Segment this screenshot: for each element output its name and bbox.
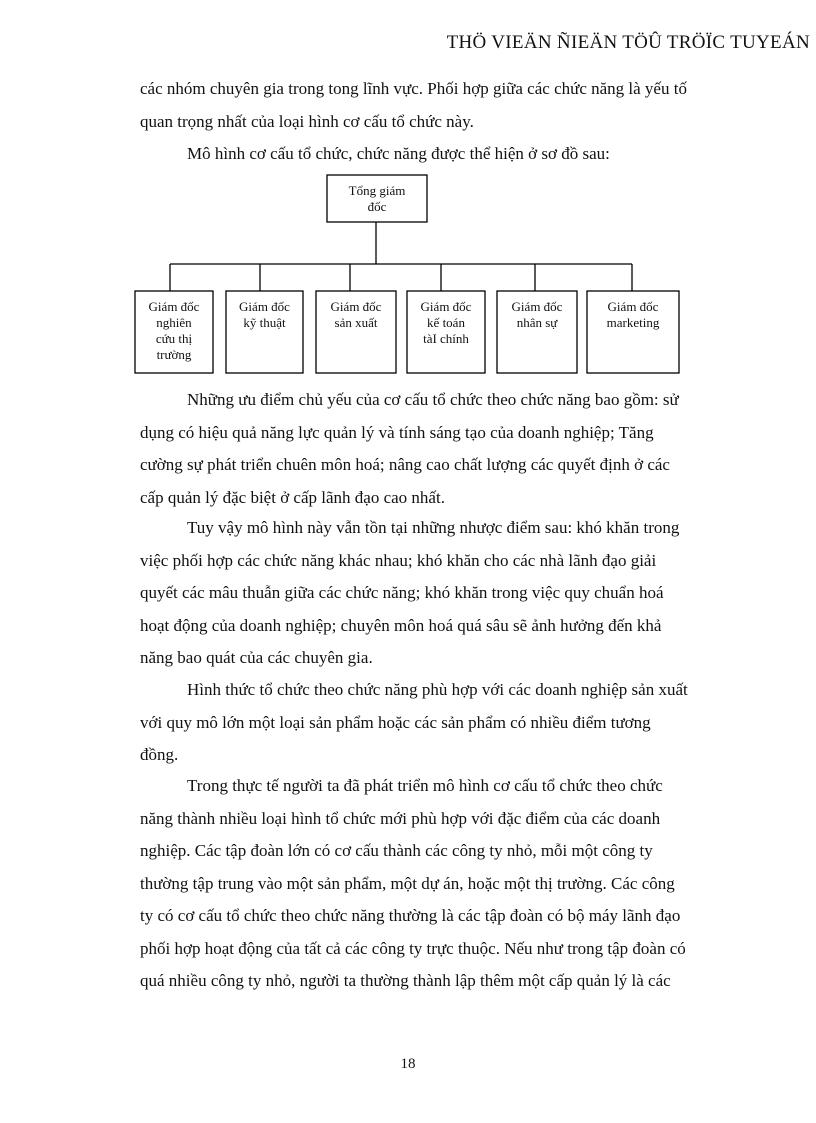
text-line: marketing xyxy=(606,315,660,330)
text-line: trường xyxy=(156,347,192,362)
org-label-marketing xyxy=(587,299,679,331)
text-line: cấp quản lý đặc biệt ở cấp lãnh đạo cao nhất. xyxy=(140,487,445,507)
text-line: ty có cơ cấu tổ chức theo chức năng thường là các tập đoàn có bộ máy lãnh đạo xyxy=(140,906,681,925)
paragraph-suitability xyxy=(140,674,759,772)
text-line: phối hợp hoạt động của tất cả các công ty trực thuộc. Nếu như trong tập đoàn có xyxy=(140,938,686,958)
text-line: nghiên xyxy=(156,315,192,330)
page-header: THÖ VIEÄN ÑIEÄN TÖÛ TRÖÏC TUYEÁN xyxy=(446,32,810,53)
text-line: thường tập trung vào một sản phẩm, một dự án, hoặc một thị trường. Các công xyxy=(140,873,675,893)
text-line: Giám đốc xyxy=(607,299,659,314)
paragraph-advantages xyxy=(140,384,759,514)
text-line: quá nhiều công ty nhỏ, người ta thường thành lập thêm một cấp quản lý là các xyxy=(140,971,671,990)
text-line: với quy mô lớn một loại sản phẩm hoặc các sản phẩm có nhiều điểm tương xyxy=(140,712,651,732)
text-line: năng thành nhiều loại hình tổ chức mới phù hợp với đặc điểm của các doanh xyxy=(140,808,661,828)
text-line: Giám đốc xyxy=(420,299,472,314)
org-label-production xyxy=(316,299,396,331)
text-line: Tuy vậy mô hình này vẫn tồn tại những nhược điểm sau: khó khăn trong xyxy=(187,518,680,537)
text-line: kế toán xyxy=(427,315,465,330)
text-line: quyết các mâu thuẫn giữa các chức năng; khó khăn trong việc quy chuẩn hoá xyxy=(140,583,664,602)
text-line: Trong thực tế người ta đã phát triển mô hình cơ cấu tổ chức theo chức xyxy=(187,776,663,795)
text-line: kỹ thuật xyxy=(243,315,286,330)
text-line: đồng. xyxy=(140,745,179,764)
text-line: nhân sự xyxy=(516,315,558,330)
text-line: Hình thức tổ chức theo chức năng phù hợp với các doanh nghiệp sản xuất xyxy=(187,680,688,699)
text-line: Những ưu điểm chủ yếu của cơ cấu tổ chức theo chức năng bao gồm: sử xyxy=(187,390,679,409)
org-label-root xyxy=(327,183,427,215)
page-number: 18 xyxy=(400,1056,416,1072)
text-line: cường sự phát triển chuên môn hoá; nâng cao chất lượng các quyết định ở các xyxy=(140,455,670,474)
text-line: nghiệp. Các tập đoàn lớn có cơ cấu thành các công ty nhỏ, mỗi một công ty xyxy=(140,841,653,860)
text-line: tàI chính xyxy=(423,331,469,346)
org-label-technical xyxy=(226,299,303,331)
text-line: dụng có hiệu quả năng lực quản lý và tính sáng tạo của doanh nghiệp; Tăng xyxy=(140,422,654,442)
org-label-research xyxy=(135,299,213,363)
text-line: Giám đốc xyxy=(330,299,382,314)
text-line: sản xuất xyxy=(334,315,378,330)
paragraph-disadvantages xyxy=(140,512,759,675)
text-line: các nhóm chuyên gia trong tong lĩnh vực. Phối hợp giữa các chức năng là yếu tố xyxy=(140,79,687,98)
org-label-finance xyxy=(407,299,485,347)
text-line: cứu thị xyxy=(155,331,193,346)
text-line: Mô hình cơ cấu tổ chức, chức năng được thể hiện ở sơ đồ sau: xyxy=(187,144,610,163)
text-line: Giám đốc xyxy=(511,299,563,314)
text-line: Giám đốc xyxy=(148,299,200,314)
paragraph-practice xyxy=(140,770,759,998)
org-label-hr xyxy=(497,299,577,331)
text-line: Tổng giám xyxy=(348,183,406,198)
text-line: đốc xyxy=(367,199,387,214)
text-line: năng bao quát của các chuyên gia. xyxy=(140,648,373,667)
text-line: việc phối hợp các chức năng khác nhau; khó khăn cho các nhà lãnh đạo giải xyxy=(140,550,657,570)
text-line: hoạt động của doanh nghiệp; chuyên môn hoá quá sâu sẽ ảnh hưởng đến khả xyxy=(140,615,662,635)
text-line: quan trọng nhất của loại hình cơ cấu tổ chức này. xyxy=(140,111,474,131)
text-line: Giám đốc xyxy=(239,299,290,314)
